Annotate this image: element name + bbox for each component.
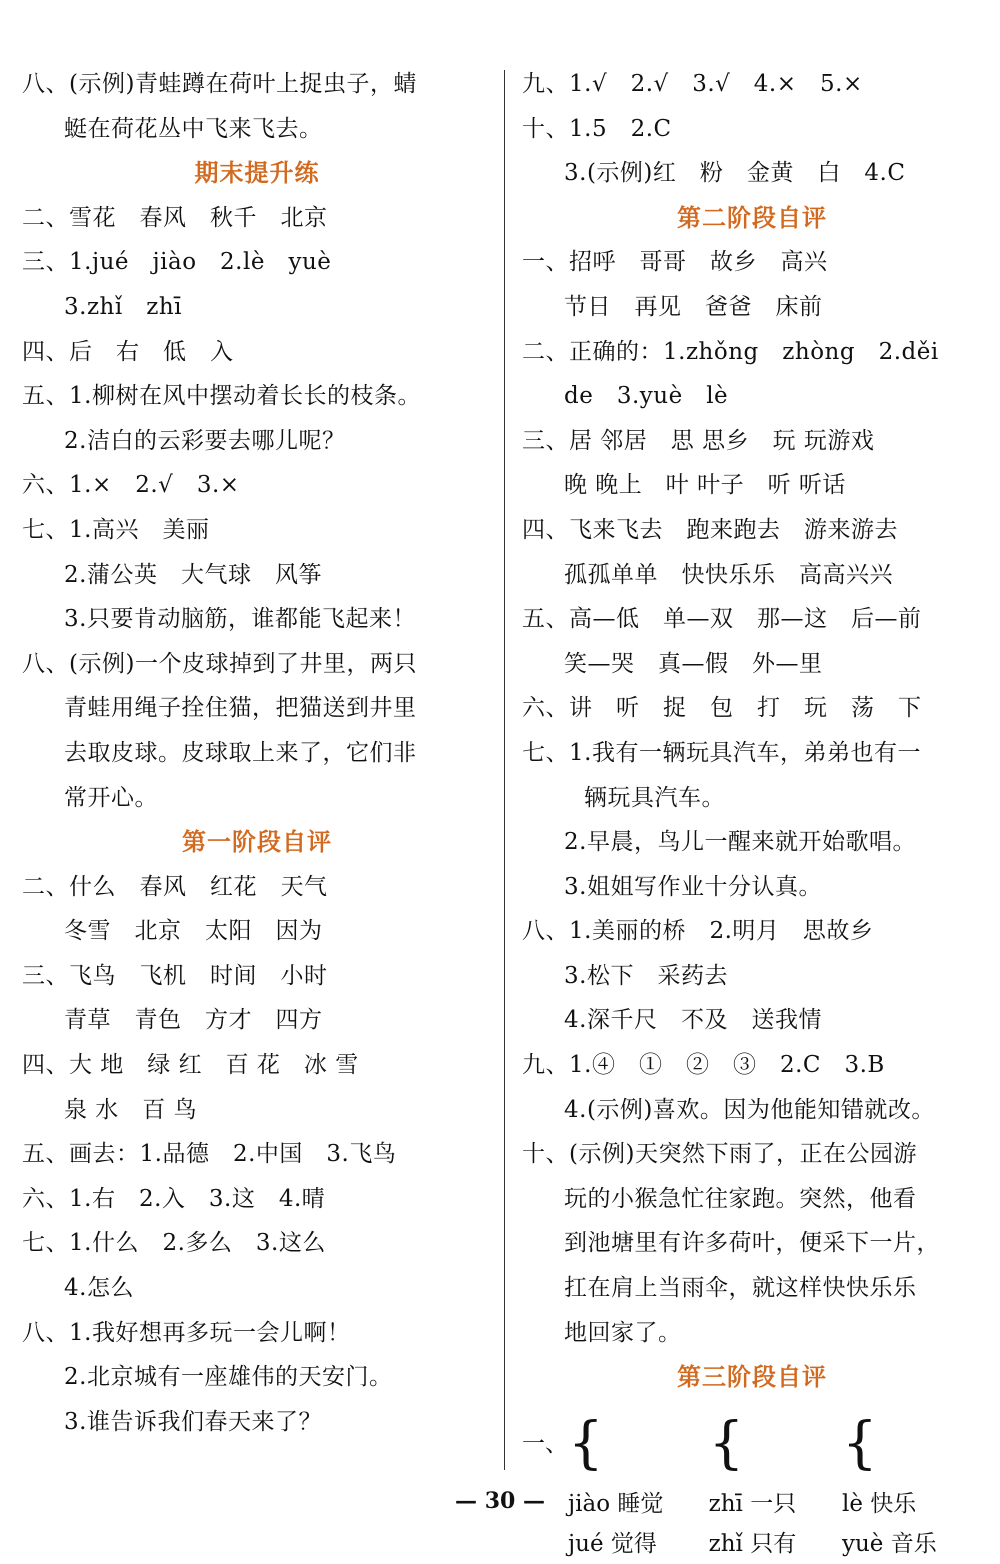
answer-line: 3.(示例)红 粉 金黄 白 4.C bbox=[564, 160, 906, 187]
answer-line: 3.zhǐ zhī bbox=[64, 293, 183, 320]
answer-line: 蜓在荷花丛中飞来飞去。 bbox=[64, 115, 323, 142]
answer-line: 4.(示例)喜欢。因为他能知错就改。 bbox=[564, 1096, 935, 1123]
answer-line: 2.北京城有一座雄伟的天安门。 bbox=[64, 1364, 393, 1391]
answer-line: 辆玩具汽车。 bbox=[584, 784, 725, 811]
answer-line: 二、什么 春风 红花 天气 bbox=[22, 873, 328, 900]
answer-line: 泉 水 百 鸟 bbox=[64, 1096, 198, 1123]
answer-line: 四、大 地 绿 红 百 花 冰 雪 bbox=[22, 1052, 359, 1079]
brace-mark: { bbox=[708, 1410, 745, 1476]
answer-line: 八、(示例)青蛙蹲在荷叶上捉虫子，蜻 bbox=[22, 71, 417, 97]
answer-line: 八、(示例)一个皮球掉到了井里，两只 bbox=[22, 650, 417, 677]
answer-line: 三、飞鸟 飞机 时间 小时 bbox=[22, 962, 328, 989]
pinyin-groups-row bbox=[522, 1404, 982, 1557]
answer-line: 十、(示例)天突然下雨了，正在公园游 bbox=[522, 1141, 917, 1168]
section-heading: 期末提升练 bbox=[194, 158, 320, 188]
answer-line: 五、高—低 单—双 那—这 后—前 bbox=[522, 606, 922, 633]
answer-line: 三、1.jué jiào 2.lè yuè bbox=[22, 249, 332, 276]
answer-line: 晚 晚上 叶 叶子 听 听话 bbox=[564, 472, 846, 499]
answer-line: 二、正确的：1.zhǒng zhòng 2.děi bbox=[522, 338, 939, 365]
answer-line: 2.洁白的云彩要去哪儿呢？ bbox=[64, 427, 346, 454]
answer-line: 青草 青色 方才 四方 bbox=[64, 1007, 323, 1034]
answer-line: 到池塘里有许多荷叶，便采下一片， bbox=[564, 1230, 940, 1257]
answer-line: 地回家了。 bbox=[564, 1319, 682, 1346]
answer-line: 四、后 右 低 入 bbox=[22, 338, 234, 365]
answer-line: 扛在肩上当雨伞，就这样快快乐乐 bbox=[564, 1275, 917, 1302]
answer-line: 常开心。 bbox=[64, 784, 158, 811]
answer-line: 2.早晨，鸟儿一醒来就开始歌唱。 bbox=[564, 829, 916, 856]
answer-line: 孤孤单单 快快乐乐 高高兴兴 bbox=[564, 561, 893, 588]
answer-line: 一、招呼 哥哥 故乡 高兴 bbox=[522, 249, 828, 276]
answer-line: 六、1.右 2.入 3.这 4.晴 bbox=[22, 1185, 326, 1212]
answer-line: 4.深千尺 不及 送我情 bbox=[564, 1007, 822, 1034]
answer-line: 四、飞来飞去 跑来跑去 游来游去 bbox=[522, 516, 898, 543]
brace-mark: { bbox=[568, 1410, 604, 1476]
page-number: — 30 — bbox=[455, 1488, 545, 1514]
pinyin-word: zhī 一只 bbox=[708, 1490, 797, 1517]
pinyin-word: zhǐ 只有 bbox=[708, 1530, 797, 1557]
answer-line: 2.蒲公英 大气球 风筝 bbox=[64, 561, 322, 588]
answer-line: 六、1.× 2.√ 3.× bbox=[22, 472, 240, 499]
answer-line: 六、讲 听 捉 包 打 玩 荡 下 bbox=[522, 695, 922, 722]
answer-line: 八、1.美丽的桥 2.明月 思故乡 bbox=[522, 918, 874, 945]
answer-line: 三、居 邻居 思 思乡 玩 玩游戏 bbox=[522, 427, 875, 454]
right-column bbox=[522, 62, 982, 1557]
answer-line: 二、雪花 春风 秋千 北京 bbox=[22, 204, 328, 231]
answer-line: 3.松下 采药去 bbox=[564, 962, 728, 989]
answer-line: 八、1.我好想再多玩一会儿啊！ bbox=[22, 1319, 351, 1346]
answer-line: 九、1.√ 2.√ 3.√ 4.× 5.× bbox=[522, 71, 863, 97]
section-marker: 一、 bbox=[522, 1430, 568, 1457]
pinyin-word: lè 快乐 bbox=[841, 1490, 917, 1517]
answer-line: 节日 再见 爸爸 床前 bbox=[564, 293, 823, 320]
answer-line: 五、1.柳树在风中摆动着长长的枝条。 bbox=[22, 383, 421, 410]
left-column bbox=[22, 62, 492, 1444]
section-heading: 第三阶段自评 bbox=[677, 1362, 827, 1392]
answer-line: 九、1.④ ① ② ③ 2.C 3.B bbox=[522, 1052, 885, 1079]
answer-line: 去取皮球。皮球取上来了，它们非 bbox=[64, 739, 417, 766]
answer-line: 冬雪 北京 太阳 因为 bbox=[64, 918, 323, 945]
pinyin-word: jiào 睡觉 bbox=[568, 1490, 664, 1517]
answer-line: 笑—哭 真—假 外—里 bbox=[564, 650, 823, 677]
answer-line: de 3.yuè lè bbox=[564, 383, 729, 410]
answer-line: 3.只要肯动脑筋，谁都能飞起来！ bbox=[64, 606, 416, 633]
pinyin-word: jué 觉得 bbox=[568, 1530, 657, 1557]
answer-line: 七、1.什么 2.多么 3.这么 bbox=[22, 1230, 326, 1257]
section-heading: 第二阶段自评 bbox=[677, 202, 827, 232]
column-divider bbox=[504, 70, 505, 1470]
answer-line: 十、1.5 2.C bbox=[522, 115, 672, 142]
section-heading: 第一阶段自评 bbox=[182, 827, 332, 857]
pinyin-word: yuè 音乐 bbox=[841, 1530, 937, 1557]
answer-line: 青蛙用绳子拴住猫，把猫送到井里 bbox=[64, 695, 417, 722]
answer-line: 五、画去：1.品德 2.中国 3.飞鸟 bbox=[22, 1141, 397, 1168]
answer-line: 七、1.我有一辆玩具汽车，弟弟也有一 bbox=[522, 739, 921, 766]
answer-line: 3.姐姐写作业十分认真。 bbox=[564, 873, 822, 900]
answer-line: 4.怎么 bbox=[64, 1275, 134, 1302]
brace-mark: { bbox=[841, 1410, 878, 1476]
answer-line: 七、1.高兴 美丽 bbox=[22, 516, 210, 543]
answer-line: 玩的小猴急忙往家跑。突然，他看 bbox=[564, 1185, 917, 1212]
answer-line: 3.谁告诉我们春天来了？ bbox=[64, 1408, 322, 1435]
